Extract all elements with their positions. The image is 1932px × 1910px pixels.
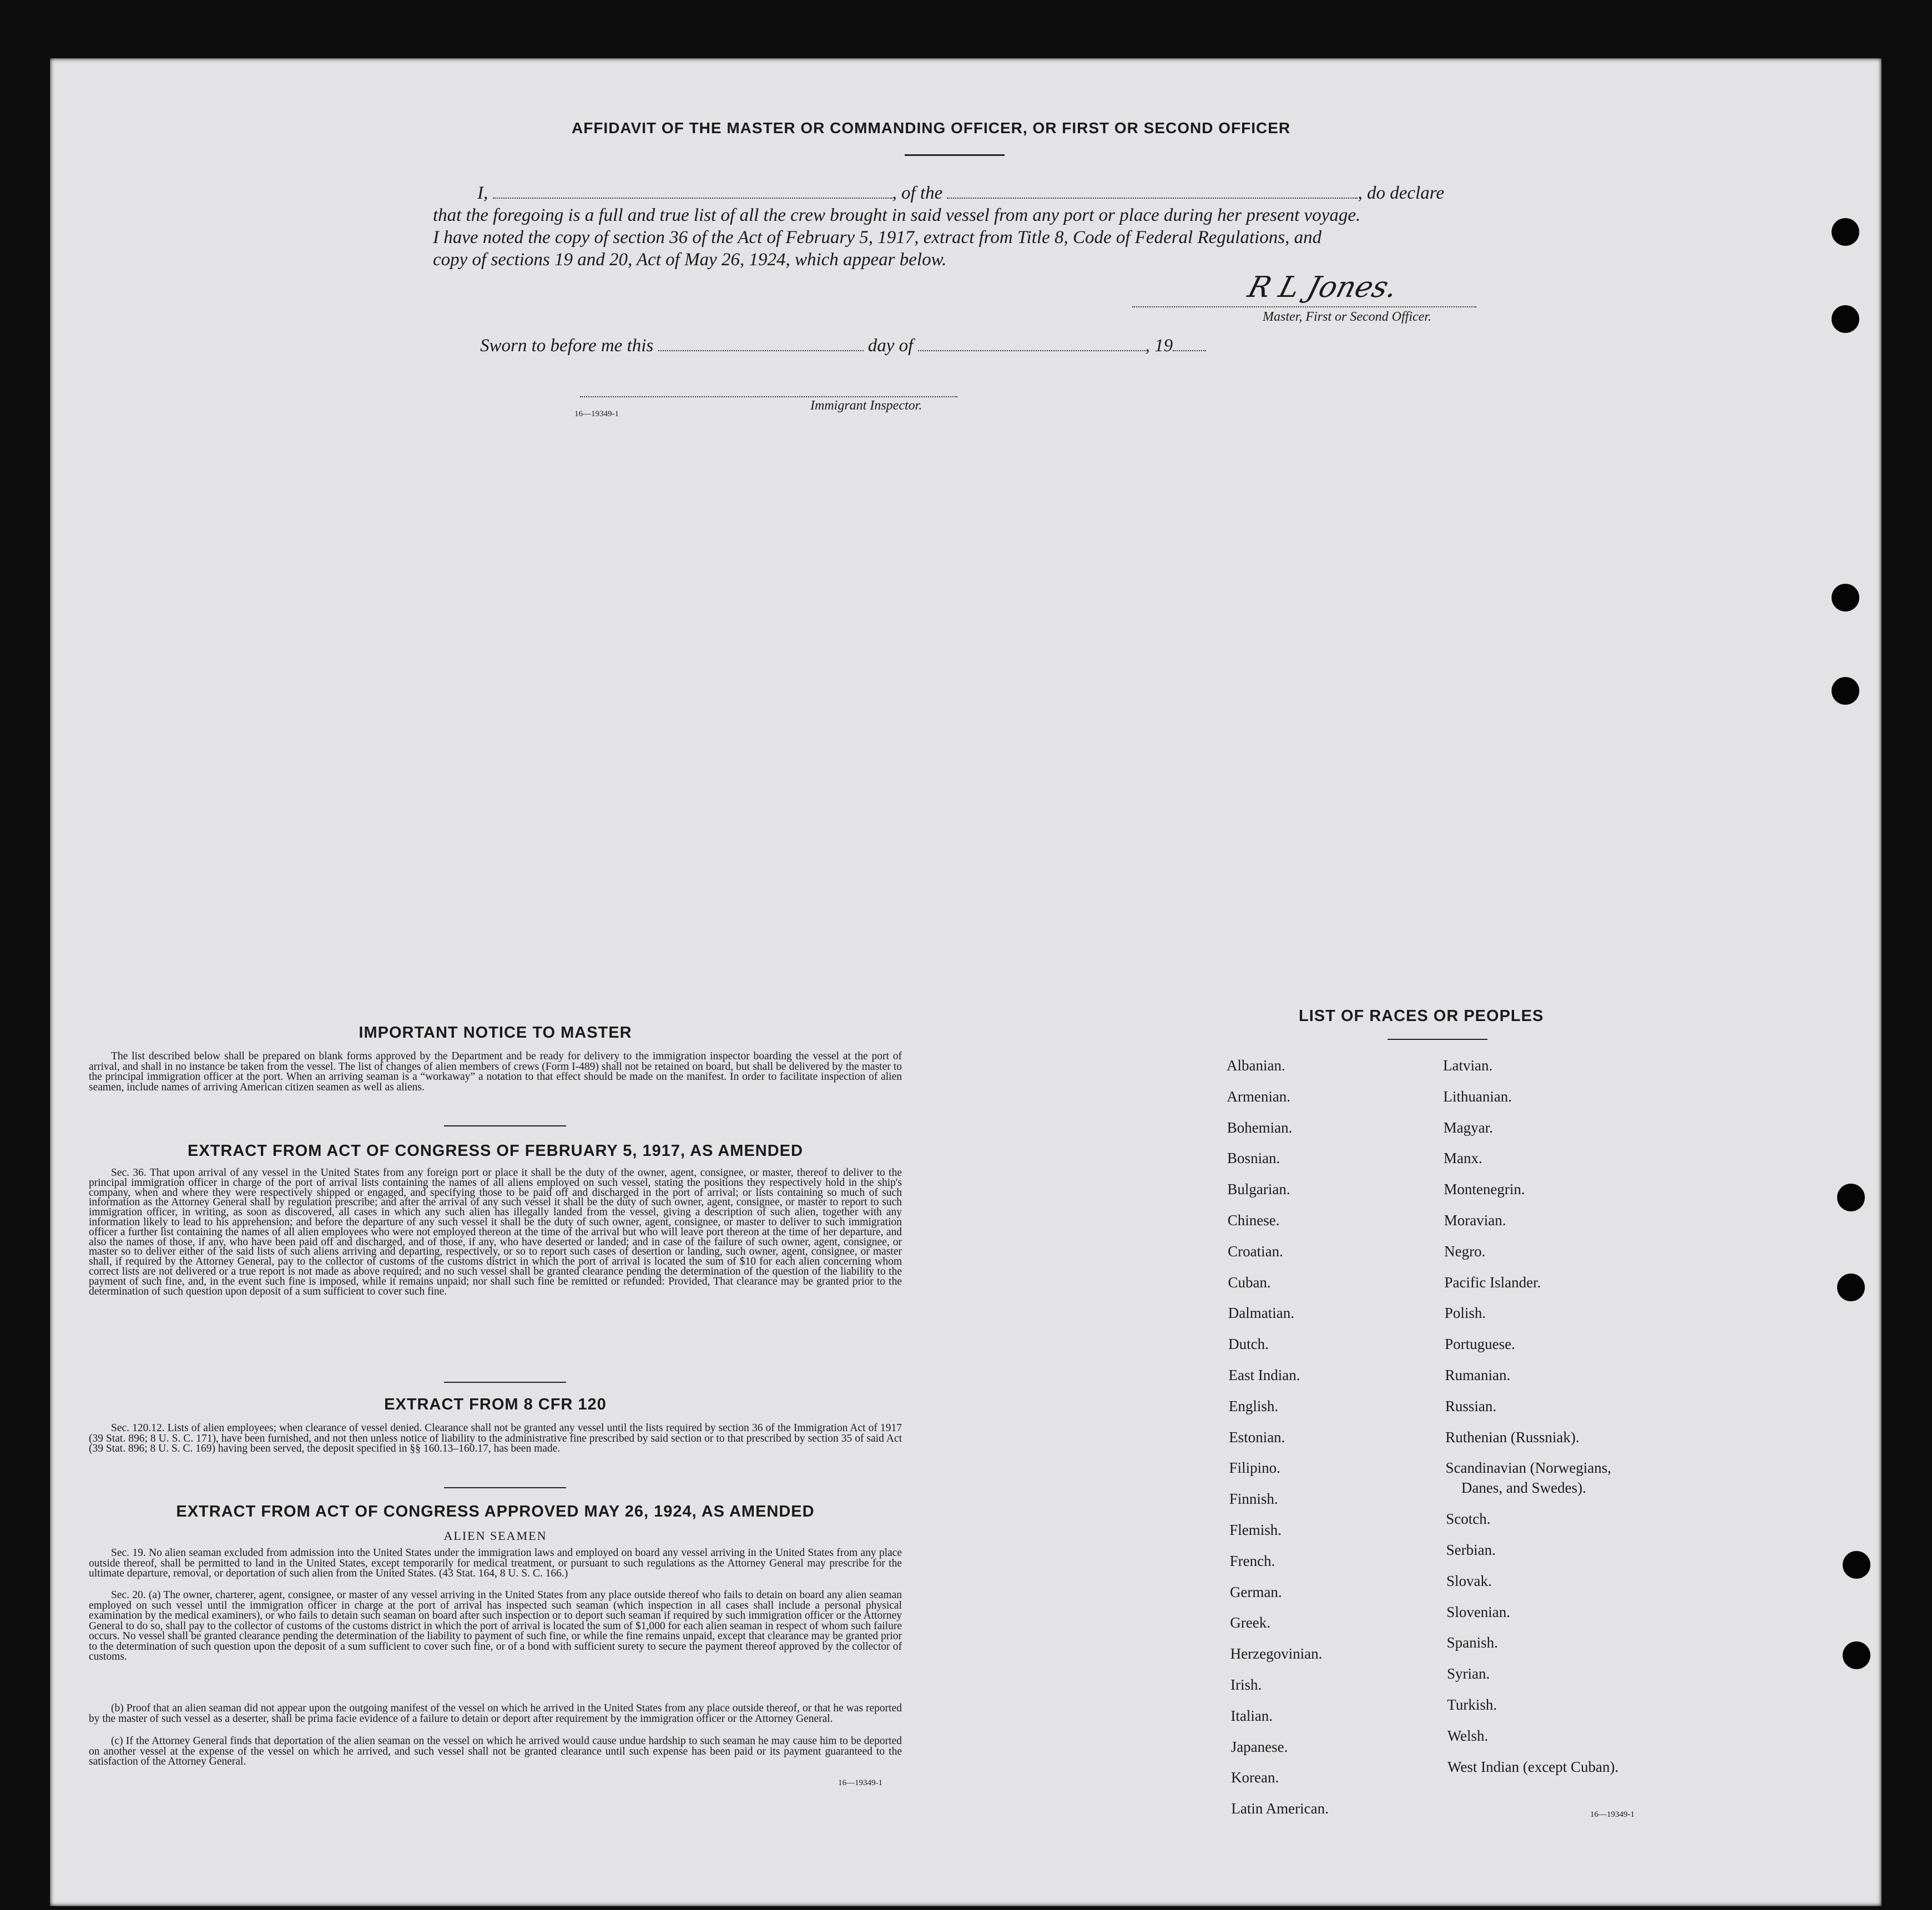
- race-entry: Armenian.: [1227, 1088, 1291, 1105]
- notice-title: IMPORTANT NOTICE TO MASTER: [359, 1024, 632, 1042]
- master-signature: R L Jones.: [1244, 271, 1401, 304]
- races-title: LIST OF RACES OR PEOPLES: [1299, 1007, 1544, 1025]
- punch-hole: [1832, 218, 1859, 246]
- vessel-name-field[interactable]: [947, 184, 1358, 199]
- extract-1924-sec19: Sec. 19. No alien seaman excluded from admission into the United States under the immigration laws and employed on board any vessel arriving in the United States from any place outside thereof, shall be permitted to land in the United States, except temporarily for medical treatment, or pursuant to such regulations as the Attorney General may prescribe for the ultimate departure, removal, or deportation of such alien from the United States. (43 Stat. 164, 8 U. S. C. 166.): [89, 1547, 902, 1579]
- race-entry: Lithuanian.: [1443, 1088, 1512, 1105]
- affidavit-declare: , do declare: [1358, 183, 1444, 203]
- punch-hole: [1837, 1274, 1865, 1301]
- affidavit-of-the: , of the: [892, 183, 943, 203]
- inspector-signature-line: [580, 383, 957, 397]
- race-entry: Croatian.: [1228, 1242, 1283, 1260]
- notice-rule: [444, 1125, 566, 1126]
- inspector-caption: Immigrant Inspector.: [810, 398, 922, 413]
- race-entry: Dalmatian.: [1228, 1305, 1295, 1322]
- punch-hole: [1843, 1641, 1870, 1669]
- race-entry: Serbian.: [1446, 1542, 1496, 1558]
- sworn-day-of: day of: [867, 336, 914, 356]
- race-entry: Syrian.: [1447, 1665, 1490, 1682]
- race-entry: Bosnian.: [1227, 1150, 1280, 1167]
- extract-1924-subtitle: ALIEN SEAMEN: [443, 1529, 547, 1543]
- notice-body: The list described below shall be prepared on blank forms approved by the Department and be ready for delivery to the immigration inspector boarding the vessel at the port of arrival, and shall in no instance be taken from the vessel. The list of changes of alien members of crews (Form I-489) shall not be retained on board, but shall be delivered by the master to the principal immigration officer at the port. When an arriving seaman is a “workaway” a notation to that effect should be made on the manifest. In order to facilitate inspection of alien seamen, include names of arriving American citizen seamen as well as aliens.: [89, 1050, 902, 1093]
- race-entry: English.: [1228, 1397, 1279, 1414]
- race-entry: West Indian (except Cuban).: [1447, 1758, 1619, 1775]
- punch-hole: [1843, 1551, 1870, 1579]
- races-title-rule: [1388, 1039, 1487, 1040]
- affidavit-line-3: I have noted the copy of section 36 of the Act of February 5, 1917, extract from Title 8, Code of Federal Regulations, and: [433, 228, 1322, 247]
- race-entry: Slovenian.: [1446, 1603, 1511, 1620]
- race-entry: Cuban.: [1228, 1274, 1271, 1291]
- extract-cfr-rule: [444, 1487, 566, 1488]
- race-entry: Rumanian.: [1445, 1367, 1511, 1383]
- race-entry: Negro.: [1444, 1242, 1486, 1260]
- race-entry: Ruthenian (Russniak).: [1445, 1428, 1580, 1446]
- race-entry: Turkish.: [1447, 1696, 1497, 1713]
- sworn-text: Sworn to before me this: [480, 336, 654, 356]
- affidavit-declaration-line: [433, 183, 1476, 204]
- race-entry: Flemish.: [1229, 1522, 1282, 1538]
- signature-caption: Master, First or Second Officer.: [1263, 310, 1431, 324]
- race-entry: French.: [1229, 1552, 1275, 1569]
- race-entry: Greek.: [1230, 1614, 1271, 1631]
- signature-line: [1132, 293, 1476, 307]
- affidavit-i: I,: [477, 183, 488, 203]
- extract-1924-sec20c: (c) If the Attorney General finds that deportation of the alien seaman on the vessel on which he arrived would cause undue hardship to such seaman he may cause him to be deported on another vessel at the expense of the vessel on which he arrived, and such vessel shall not be granted clearance until such expense has been paid or its payment guaranteed to the satisfaction of the Attorney General.: [89, 1735, 902, 1767]
- race-entry: Korean.: [1231, 1769, 1279, 1786]
- race-entry: Danes, and Swedes).: [1461, 1479, 1586, 1497]
- race-entry: Latin American.: [1231, 1800, 1329, 1817]
- extract-1924-title: EXTRACT FROM ACT OF CONGRESS APPROVED MAY 26, 1924, AS AMENDED: [176, 1503, 815, 1520]
- race-entry: Dutch.: [1228, 1336, 1269, 1353]
- extract-1924-sec20b: (b) Proof that an alien seaman did not appear upon the outgoing manifest of the vessel on which he arrived in the United States from any place outside thereof, or that he was reported by the master of such vessel as a deserter, shall be prima facie evidence of a failure to detain or deport after requirement by the immigration officer or the Attorney General.: [89, 1702, 902, 1725]
- race-entry: Polish.: [1444, 1305, 1486, 1322]
- race-entry: Albanian.: [1227, 1057, 1285, 1074]
- punch-hole: [1832, 305, 1859, 333]
- sworn-year-prefix: , 19: [1145, 336, 1173, 356]
- sworn-year-field[interactable]: [1173, 337, 1206, 351]
- affidavit-line-2: that the foregoing is a full and true list of all the crew brought in said vessel from any port or place during her present voyage.: [433, 205, 1361, 225]
- declarant-name-field[interactable]: [493, 184, 892, 199]
- race-entry: Scandinavian (Norwegians,: [1445, 1459, 1611, 1477]
- race-entry: Pacific Islander.: [1444, 1274, 1541, 1291]
- affidavit-line-4: copy of sections 19 and 20, Act of May 26, 1924, which appear below.: [433, 250, 947, 270]
- race-entry: East Indian.: [1228, 1367, 1300, 1383]
- extract-1917-title: EXTRACT FROM ACT OF CONGRESS OF FEBRUARY 5, 1917, AS AMENDED: [188, 1142, 803, 1160]
- race-entry: Italian.: [1230, 1707, 1273, 1724]
- race-entry: Chinese.: [1227, 1212, 1280, 1229]
- race-entry: Bulgarian.: [1227, 1181, 1290, 1198]
- sworn-line: [480, 336, 1257, 356]
- punch-hole: [1832, 584, 1859, 612]
- punch-hole: [1837, 1184, 1865, 1211]
- race-entry: Welsh.: [1447, 1727, 1489, 1744]
- punch-hole: [1832, 677, 1859, 705]
- race-entry: Manx.: [1444, 1150, 1482, 1167]
- sworn-day-field[interactable]: [658, 337, 864, 351]
- form-number-right: 16—19349-1: [1590, 1810, 1635, 1819]
- race-entry: Japanese.: [1230, 1738, 1288, 1755]
- race-entry: Spanish.: [1446, 1634, 1498, 1651]
- race-entry: Scotch.: [1446, 1510, 1491, 1528]
- race-entry: Magyar.: [1443, 1119, 1493, 1136]
- race-entry: Bohemian.: [1227, 1119, 1293, 1136]
- race-entry: Montenegrin.: [1444, 1181, 1525, 1198]
- race-entry: Finnish.: [1229, 1490, 1278, 1508]
- race-entry: Slovak.: [1446, 1572, 1492, 1589]
- form-number-left: 16—19349-1: [838, 1778, 882, 1787]
- race-entry: Estonian.: [1229, 1428, 1285, 1446]
- race-entry: Russian.: [1445, 1397, 1497, 1414]
- race-entry: Filipino.: [1229, 1459, 1280, 1477]
- form-number-top: 16—19349-1: [574, 410, 619, 418]
- affidavit-title: AFFIDAVIT OF THE MASTER OR COMMANDING OFFICER, OR FIRST OR SECOND OFFICER: [572, 119, 1291, 137]
- extract-cfr-body: Sec. 120.12. Lists of alien employees; when clearance of vessel denied. Clearance shall not be granted any vessel until the lists required by section 36 of the Immigration Act of 1917 (39 Stat. 896; 8 U. S. C. 171), have been furnished, and not then unless notice of liability to the administrative fine prescribed by said section or to that prescribed by section 35 of said Act (39 Stat. 896; 8 U. S. C. 169) having been served, the deposit specified in §§ 160.13–160.17, has been made.: [89, 1422, 902, 1454]
- affidavit-title-rule: [905, 154, 1005, 156]
- race-entry: Latvian.: [1443, 1057, 1493, 1074]
- sworn-month-field[interactable]: [918, 337, 1146, 351]
- extract-1917-rule: [444, 1382, 566, 1383]
- race-entry: Portuguese.: [1445, 1336, 1515, 1353]
- extract-cfr-title: EXTRACT FROM 8 CFR 120: [384, 1396, 607, 1413]
- race-entry: German.: [1229, 1583, 1282, 1600]
- extract-1917-body: Sec. 36. That upon arrival of any vessel in the United States from any foreign port or place it shall be the duty of the owner, agent, consignee, or master, thereof to deliver to the principal immigration officer in charge of the port of arrival lists containing the names of all aliens employed on such vessel, stating the positions they respectively hold in the ship's company, when and where they were respectively shipped or engaged, and specifying those to be paid off and discharged in the port of arrival; or lists containing so much of such information as the Attorney General shall by regulation prescribe; and after the arrival of any such vessel it shall be the duty of such owner, agent, consignee, or master to report to such immigration officer, in writing, as soon as discovered, all cases in which any such alien has illegally landed from the vessel, giving a description of such alien, together with any information likely to lead to his apprehension; and before the departure of any such vessel it shall be the duty of such owner, agent, consignee, or master to deliver to such immigration officer a further list containing the names of all alien employees who were not employed thereon at the time of the arrival but who will leave port thereon at the time of her departure, and also the names of those, if any, who have been paid off and discharged, and of those, if any, who have deserted or landed; and in case of the failure of such owner, agent, consignee, or master so to deliver either of the said lists of such aliens arriving and departing, respectively, or so to report such cases of desertion or landing, such owner, agent, consignee, or master shall, if required by the Attorney General, pay to the collector of customs of the customs district in which the port of arrival is located the sum of $10 for each alien concerning whom correct lists are not delivered or a true report is not made as above required; and no such vessel shall be granted clearance pending the determination of the question of the liability to the payment of such fine, and, in the event such fine is imposed, while it remains unpaid; nor shall such fine be remitted or refunded: Provided, That clearance may be granted prior to the determination of such question upon deposit of a sum sufficient to cover such fine.: [89, 1167, 902, 1297]
- race-entry: Herzegovinian.: [1230, 1645, 1323, 1663]
- extract-1924-sec20a: Sec. 20. (a) The owner, charterer, agent, consignee, or master of any vessel arriving in the United States from any place outside thereof who fails to detain on board any alien seaman employed on such vessel until the immigration officer in charge at the port of arrival has inspected such seaman (which inspection in all cases shall include a personal physical examination by the medical examiners), or who fails to detain such seaman on board after such inspection or to deport such seaman if required by such immigration officer or the Attorney General to do so, shall pay to the collector of customs of the customs district in which the port of arrival is located the sum of $1,000 for each alien seaman in respect of whom such failure occurs. No vessel shall be granted clearance pending the determination of the liability to payment of such fine, or while the fine remains unpaid, except that clearance may be granted prior to the determination of such question upon the deposit of a sum sufficient to cover such fine, or of a bond with sufficient surety to secure the payment thereof approved by the collector of customs.: [89, 1589, 902, 1663]
- race-entry: Irish.: [1230, 1676, 1262, 1693]
- race-entry: Moravian.: [1444, 1212, 1506, 1229]
